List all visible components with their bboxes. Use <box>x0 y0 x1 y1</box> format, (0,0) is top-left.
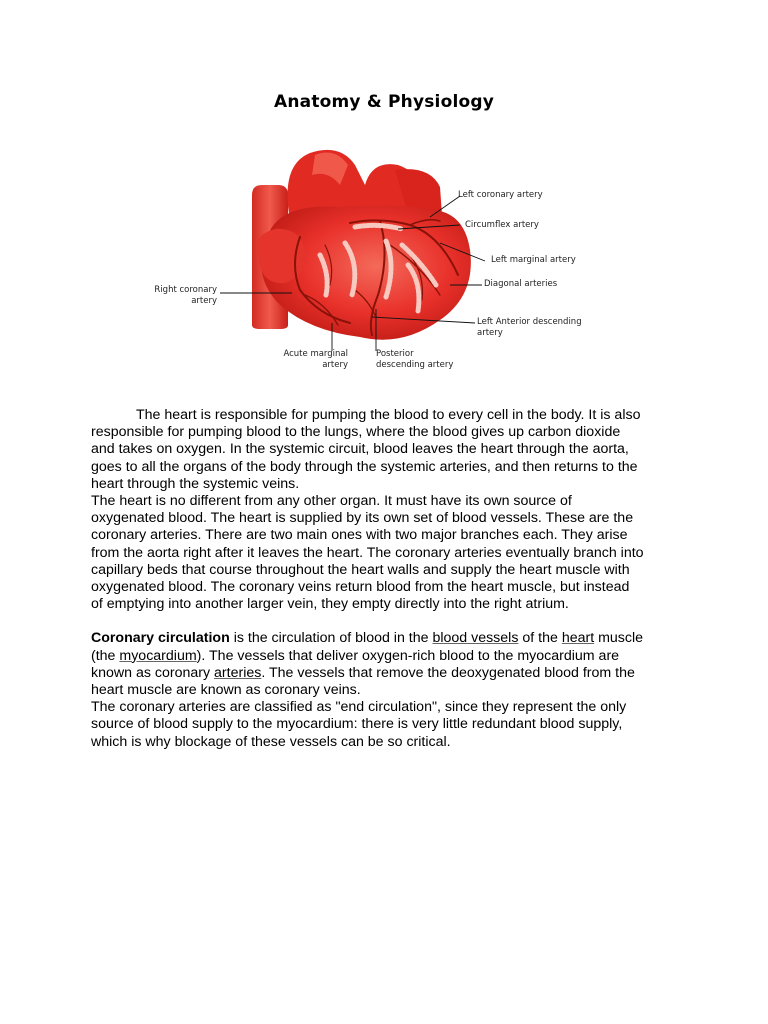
label-circumflex-artery: Circumflex artery <box>465 220 539 230</box>
label-acute-marginal-artery: Acute marginal artery <box>283 349 348 370</box>
paragraph-4 <box>91 699 691 751</box>
text-line: oxygenated blood. The heart is supplied by its own set of blood vessels. These are the <box>91 510 634 527</box>
paragraph-1 <box>91 407 691 493</box>
text-line: Coronary circulation is the circulation of blood in the blood vessels of the heart muscle <box>91 630 644 647</box>
link-myocardium[interactable]: myocardium <box>119 647 197 664</box>
text-line: heart through the systemic veins. <box>91 475 300 492</box>
paragraph-3 <box>91 630 691 699</box>
text-line: which is why blockage of these vessels can be so critical. <box>91 733 451 750</box>
label-left-marginal-artery: Left marginal artery <box>491 255 576 265</box>
text-line: responsible for pumping blood to the lungs, where the blood gives up carbon dioxide <box>91 424 621 441</box>
label-left-coronary-artery: Left coronary artery <box>458 190 543 200</box>
text-line: capillary beds that course throughout the heart walls and supply the heart muscle with <box>91 561 630 578</box>
text-line: (the myocardium). The vessels that deliver oxygen-rich blood to the myocardium are <box>91 647 620 664</box>
text-line: and takes on oxygen. In the systemic circuit, blood leaves the heart through the aorta, <box>91 441 629 458</box>
text-line: of emptying into another larger vein, they empty directly into the right atrium. <box>91 596 569 613</box>
text-line: The heart is responsible for pumping the blood to every cell in the body. It is also <box>136 407 641 423</box>
article-body <box>91 407 691 751</box>
text-line: goes to all the organs of the body through the systemic arteries, and then returns to the <box>91 458 638 475</box>
text-line: coronary arteries. There are two main ones with two major branches each. They arise <box>91 527 628 544</box>
paragraph-2 <box>91 493 691 613</box>
link-heart[interactable]: heart <box>561 630 595 647</box>
link-arteries[interactable]: arteries <box>214 664 262 681</box>
text-line: source of blood supply to the myocardium: there is very little redundant blood supply, <box>91 716 623 733</box>
page-title: Anatomy & Physiology <box>273 92 495 112</box>
label-posterior-descending-artery: Posterior descending artery <box>376 349 454 370</box>
text-line: from the aorta right after it leaves the heart. The coronary arteries eventually branch into <box>91 544 644 561</box>
link-blood-vessels[interactable]: blood vessels <box>432 630 519 647</box>
text-line: known as coronary arteries. The vessels that remove the deoxygenated blood from the <box>91 664 635 681</box>
text-line: oxygenated blood. The coronary veins return blood from the heart muscle, but instead <box>91 579 630 596</box>
label-left-anterior-descending-artery: Left Anterior descending artery <box>477 317 582 338</box>
text-line: heart muscle are known as coronary veins. <box>91 682 361 699</box>
label-right-coronary-artery: Right coronary artery <box>154 285 217 306</box>
label-diagonal-arteries: Diagonal arteries <box>484 279 558 289</box>
text-line: The coronary arteries are classified as "end circulation", since they represent the only <box>91 699 627 716</box>
text-line: The heart is no different from any other organ. It must have its own source of <box>91 493 572 510</box>
term-coronary-circulation: Coronary circulation <box>91 630 230 647</box>
heart-diagram <box>140 125 620 385</box>
